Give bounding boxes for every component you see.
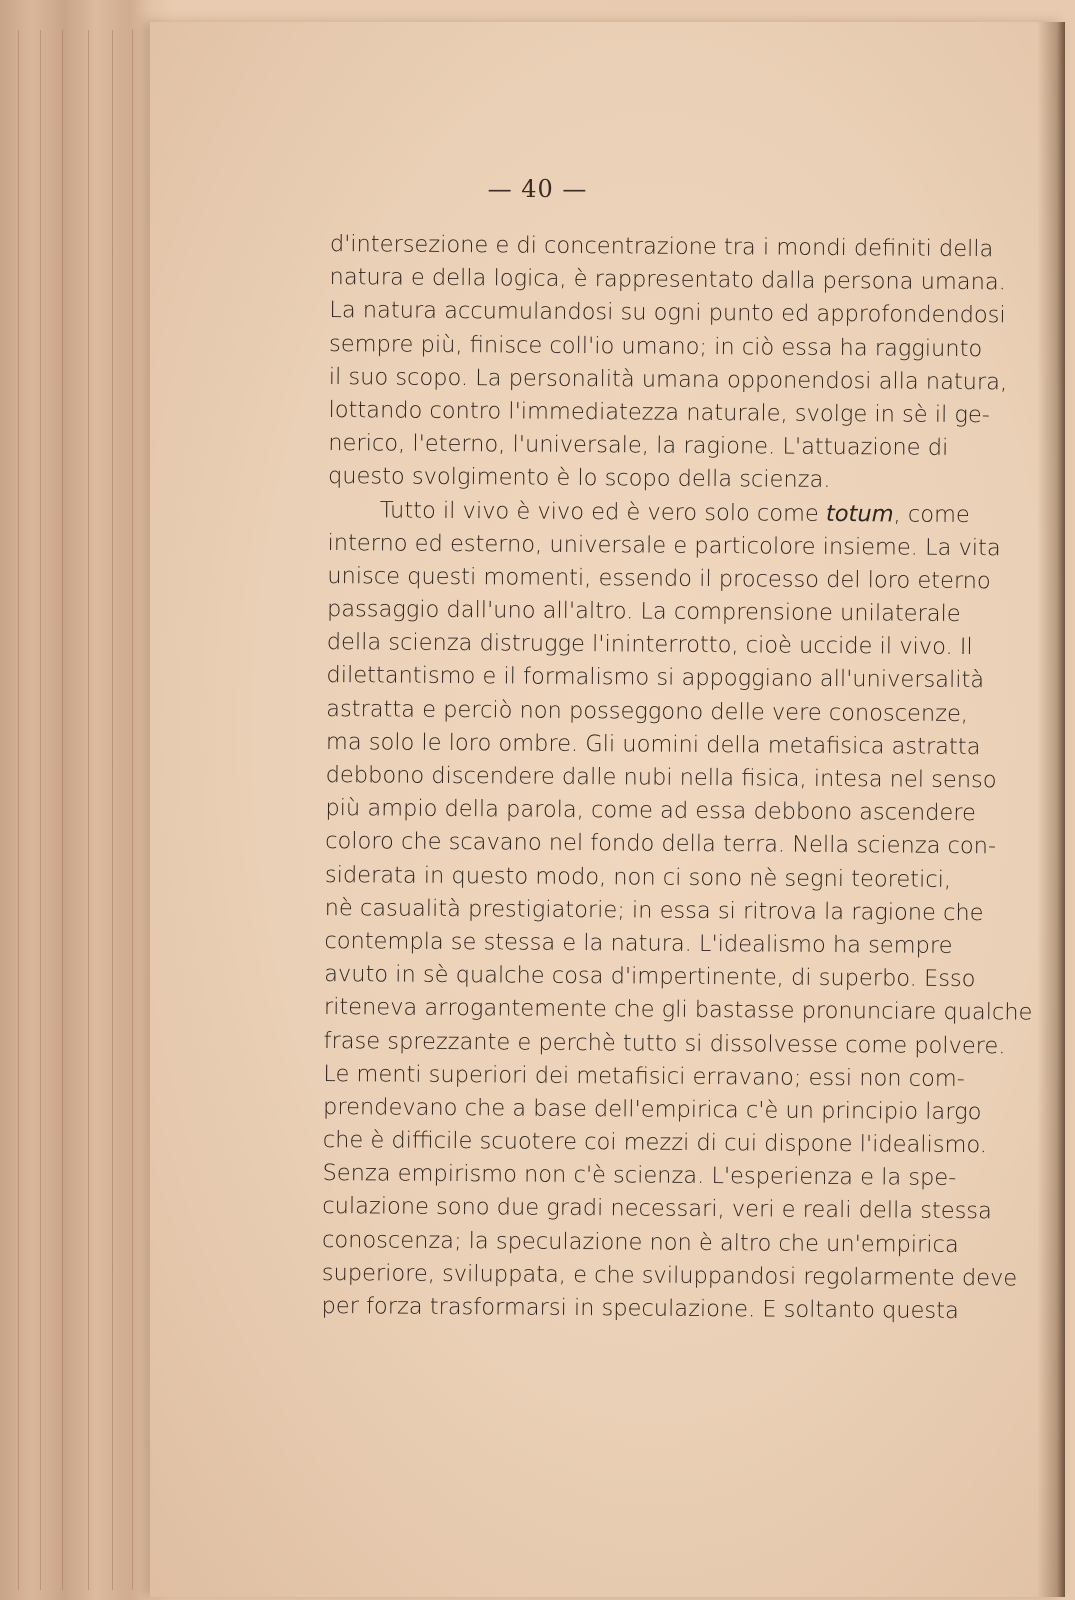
text-line: più ampio della parola, come ad essa debbono ascendere xyxy=(325,795,976,827)
text-line: nè casualità prestigiatorie; in essa si ritrova la ragione che xyxy=(324,894,984,926)
text-line: nerico, l'eterno, l'universale, la ragione. L'attuazione di xyxy=(328,430,949,461)
text-line: interno ed esterno, universale e particolore insieme. La vita xyxy=(327,529,1001,561)
text-line: La natura accumulandosi su ogni punto ed approfondendosi xyxy=(329,297,1006,329)
text-line: debbono discendere dalle nubi nella fisica, intesa nel senso xyxy=(325,761,997,794)
text-line: Senza empirismo non c'è scienza. L'esperienza e la spe- xyxy=(322,1160,957,1192)
text-line: questo svolgimento è lo scopo della scienza. xyxy=(327,463,831,494)
text-line: Le menti superiori dei metafisici erravano; essi non com- xyxy=(323,1060,965,1092)
text-line: contempla se stessa e la natura. L'idealismo ha sempre xyxy=(324,927,953,959)
body-text xyxy=(321,228,1033,1328)
text-line: prendevano che a base dell'empirica c'è un principio largo xyxy=(322,1093,982,1126)
text-line: coloro che scavano nel fondo della terra. Nella scienza con- xyxy=(325,828,997,860)
text-line: Tutto il vivo è vivo ed è vero solo come totum, come xyxy=(379,496,970,528)
text-line: dilettantismo e il formalismo si appoggiano all'universalità xyxy=(326,662,985,694)
text-line: frase sprezzante e perchè tutto si dissolvesse come polvere. xyxy=(323,1027,1006,1059)
text-line: passaggio dall'uno all'altro. La comprensione unilaterale xyxy=(326,596,961,628)
leaf-edge xyxy=(18,30,19,1590)
page-number: — 40 — xyxy=(487,175,588,203)
leaf-edge xyxy=(132,30,133,1590)
text-line: siderata in questo modo, non ci sono nè segni teoretici, xyxy=(324,861,952,893)
text-line: superiore, sviluppata, e che sviluppandosi regolarmente deve xyxy=(321,1259,1018,1292)
leaf-edge xyxy=(40,30,41,1590)
text-line: ma solo le loro ombre. Gli uomini della metafisica astratta xyxy=(325,728,981,760)
leaf-edge xyxy=(88,30,89,1590)
text-line: d'intersezione e di concentrazione tra i mondi definiti della xyxy=(329,230,994,263)
text-line: della scienza distrugge l'ininterrotto, cioè uccide il vivo. Il xyxy=(326,629,973,661)
text-line: per forza trasformarsi in speculazione. E soltanto questa xyxy=(321,1292,959,1324)
leaf-edge xyxy=(112,30,113,1590)
text-line: il suo scopo. La personalità umana opponendosi alla natura, xyxy=(328,363,1008,396)
text-line: unisce questi momenti, essendo il processo del loro eterno xyxy=(327,562,991,595)
text-line: sempre più, finisce coll'io umano; in ciò essa ha raggiunto xyxy=(328,330,983,362)
text-line: culazione sono due gradi necessari, veri e reali della stessa xyxy=(322,1193,992,1225)
text-line: astratta e perciò non posseggono delle vere conoscenze, xyxy=(326,695,969,727)
text-line: avuto in sè qualche cosa d'impertinente, di superbo. Esso xyxy=(324,961,976,993)
text-line: lottando contro l'immediatezza naturale, svolge in sè il ge- xyxy=(328,396,990,429)
text-line: natura e della logica, è rappresentato dalla persona umana. xyxy=(329,264,1006,296)
text-line: riteneva arrogantemente che gli bastasse pronunciare qualche xyxy=(323,994,1033,1026)
text-line: che è difficile scuotere coi mezzi di cui dispone l'idealismo. xyxy=(322,1127,988,1159)
leaf-edge xyxy=(62,30,63,1590)
text-line: conoscenza; la speculazione non è altro che un'empirica xyxy=(321,1226,959,1258)
